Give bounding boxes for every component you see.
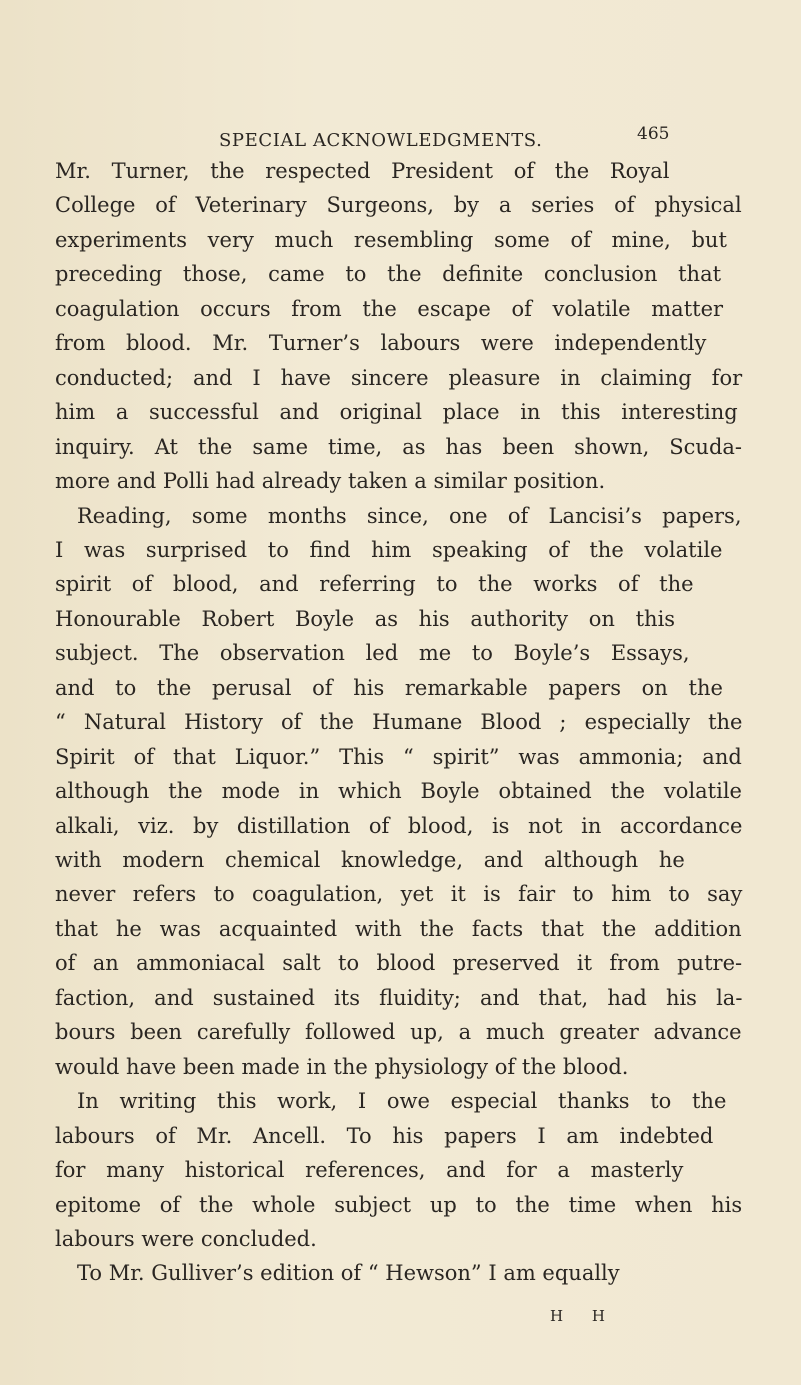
running-head: SPECIAL ACKNOWLEDGMENTS. [219,130,543,151]
signature-mark: H H [550,1307,617,1325]
book-page: SPECIAL ACKNOWLEDGMENTS. 465 Mr. Turner, the respected President of the Royal College of Veterinary Surgeons, by a series of physical experiments very much resembling some of mine, but preceding those, came to the definite conclusion that coagulation occurs from the escape of volatile matter from blood. Mr. Turner’s labours were independently conducted; and I have sincere pleasure in claiming for him a successful and original place in this interesting inquiry. At the same time, as has been shown, Scuda- more and Polli had already taken a similar position. Reading, some months since, one of Lancisi’s papers, I was surprised to find him speaking of the volatile spirit of blood, and referring to the works of the Honourable Robert Boyle as his authority on this subject. The observation led me to Boyle’s Essays, and to the perusal of his remarkable papers on the “ Natural History of the Humane Blood ; especially the Spirit of that Liquor.” This “ spirit” was ammonia; and although the mode in which Boyle obtained the volatile alkali, viz. by distillation of blood, is not in accordance with modern chemical knowledge, and although he never refers to coagulation, yet it is fair to him to say that he was acquainted with the facts that the addition of an ammoniacal salt to blood preserved it from putre- faction, and sustained its fluidity; and that, had his la- bours been carefully followed up, a much greater advance would have been made in the physiology of the blood. In writing this work, I owe especial thanks to the labours of Mr. Ancell. To his papers I am indebted for many historical references, and for a masterly epitome of the whole subject up to the time when his labours were concluded. To Mr. Gulliver’s edition of “ Hewson” I am equally H H [0,0,801,1385]
page-number: 465 [637,124,670,144]
